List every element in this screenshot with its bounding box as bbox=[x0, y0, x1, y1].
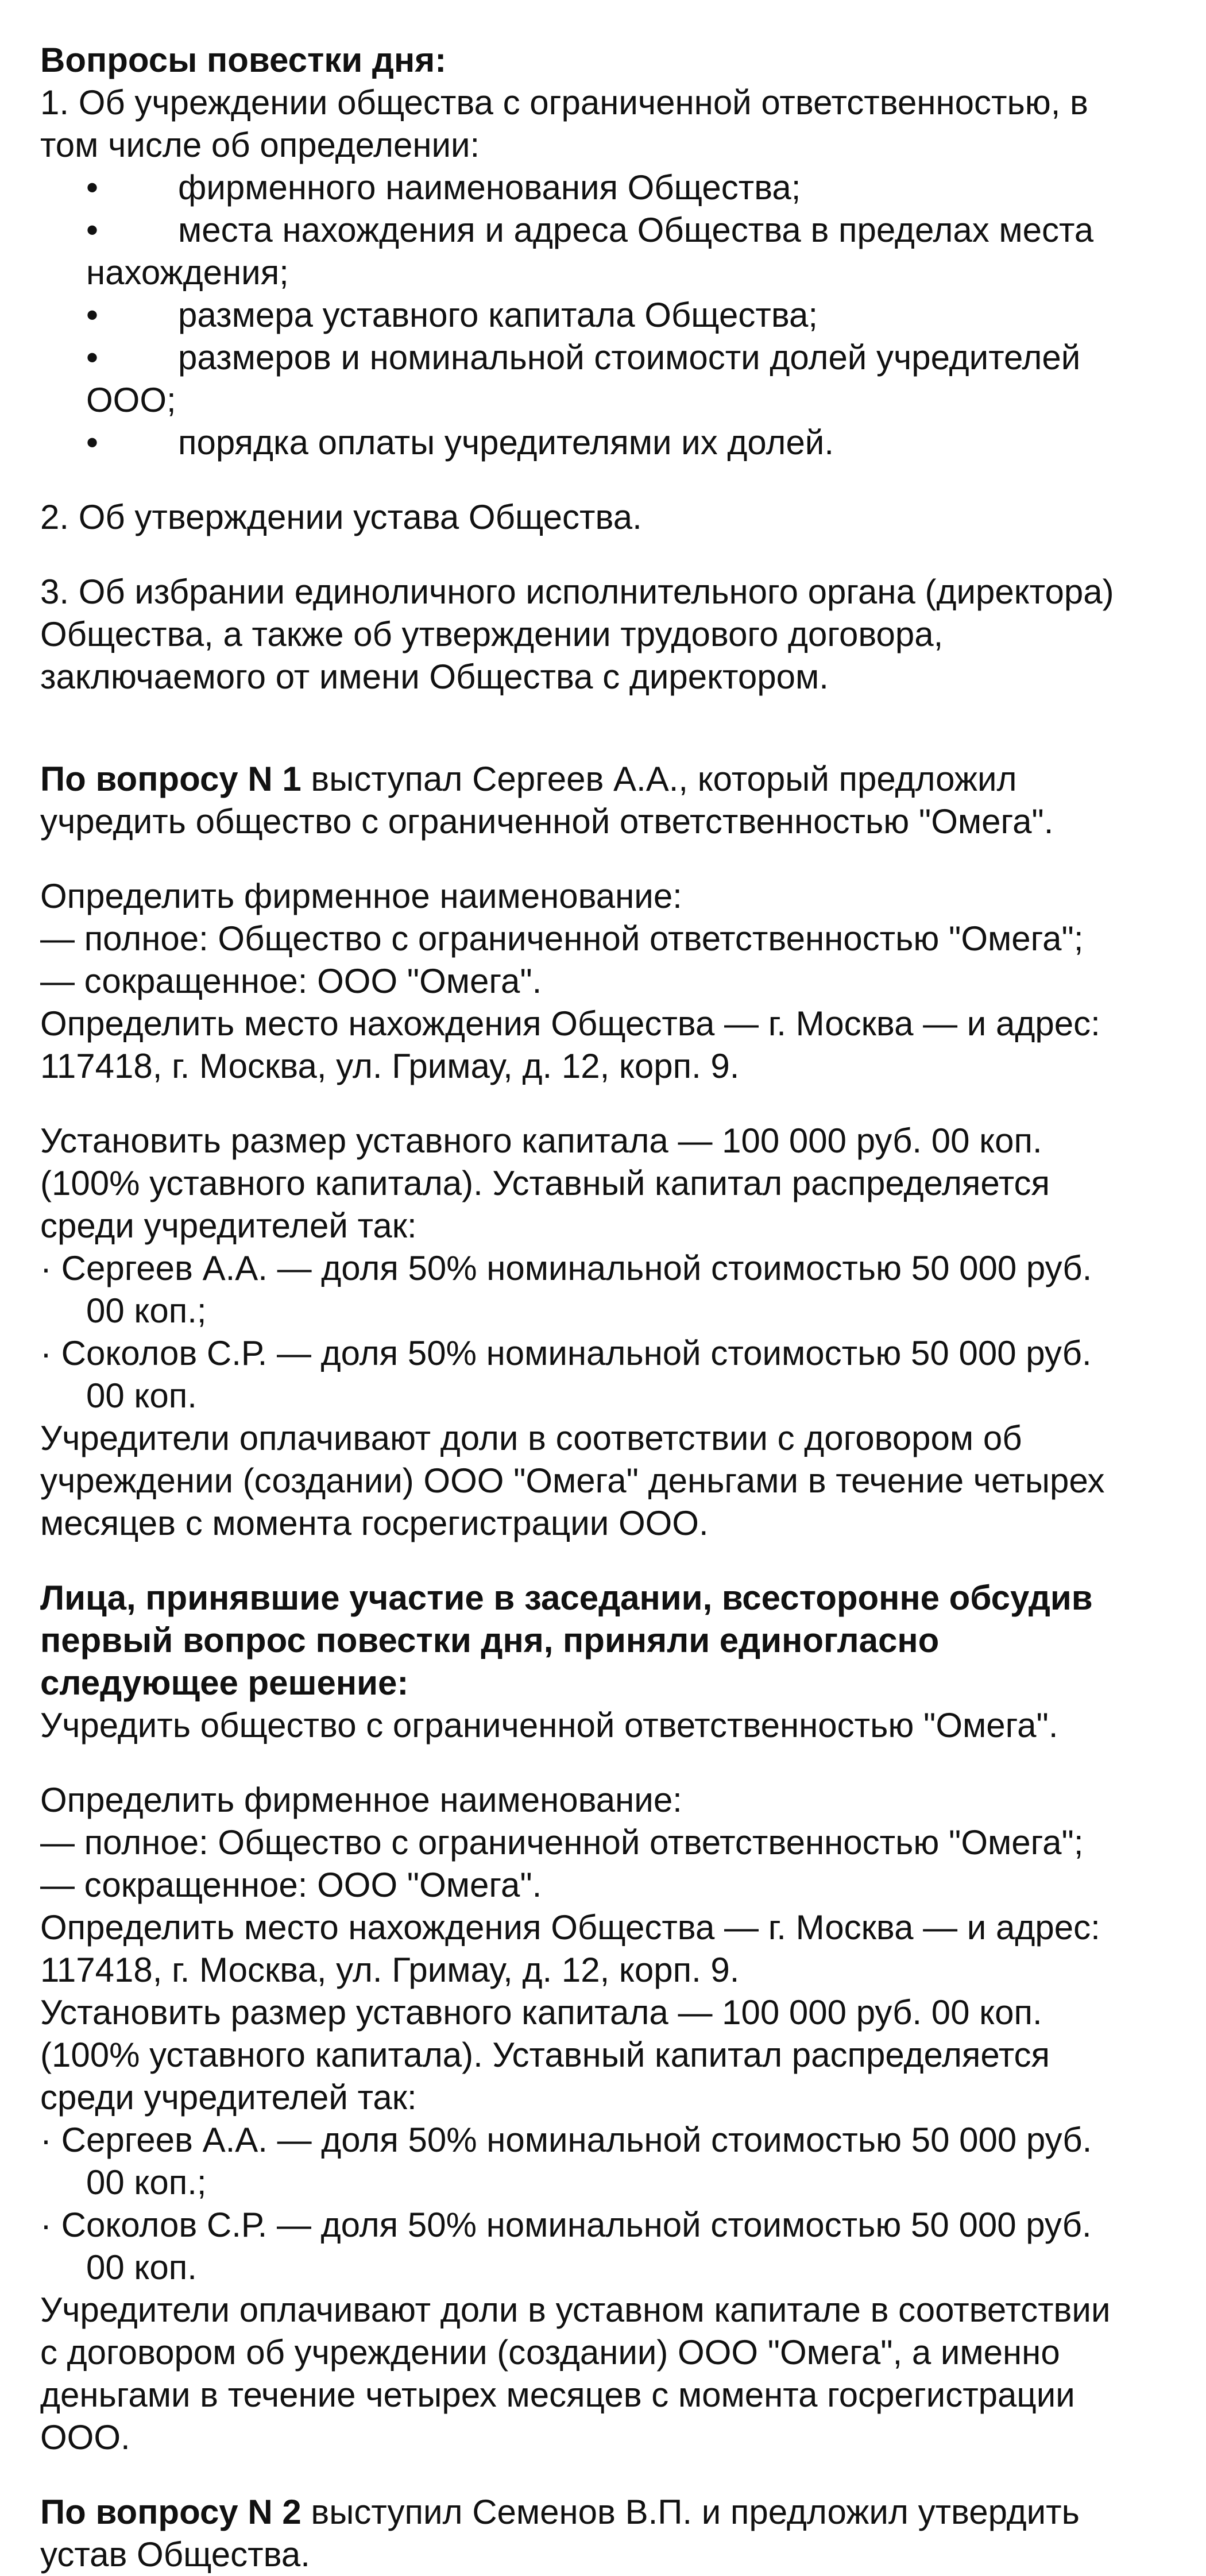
agenda-heading: Вопросы повестки дня: bbox=[40, 41, 447, 79]
bullet-icon: • bbox=[86, 338, 99, 377]
q1-intro-line-2: учредить общество с ограниченной ответственностью "Омега". bbox=[40, 802, 1054, 841]
q2-intro-line-1 bbox=[40, 2491, 1172, 2534]
q1-name-heading: Определить фирменное наименование: bbox=[40, 877, 682, 915]
q1-intro-line-1 bbox=[40, 758, 1172, 800]
bullet-text: порядка оплаты учредителями их долей. bbox=[178, 423, 834, 462]
bullet-text: места нахождения и адреса Общества в пределах места bbox=[178, 211, 1094, 249]
decision-location-line-1: Определить место нахождения Общества — г. Москва — и адрес: bbox=[40, 1908, 1100, 1947]
bullet-icon: • bbox=[86, 423, 99, 462]
decision-founder-2-line-2: 00 коп. bbox=[86, 2248, 197, 2287]
q2-intro-text: выступил Семенов В.П. и предложил утвердить bbox=[301, 2493, 1080, 2531]
q1-capital-line-3: среди учредителей так: bbox=[40, 1206, 417, 1245]
q1-payment-line-1: Учредители оплачивают доли в соответствии с договором об bbox=[40, 1419, 1022, 1457]
agenda-item-1-line-2: том числе об определении: bbox=[40, 126, 480, 164]
q1-founder-2-line-2: 00 коп. bbox=[86, 1376, 197, 1415]
decision-heading-line-2: первый вопрос повестки дня, приняли единогласно bbox=[40, 1621, 940, 1660]
q1-location-line-1: Определить место нахождения Общества — г. Москва — и адрес: bbox=[40, 1004, 1100, 1043]
q1-founder-2-line-1: · Соколов С.Р. — доля 50% номинальной стоимостью 50 000 руб. bbox=[40, 1334, 1092, 1372]
q1-payment-line-3: месяцев с момента госрегистрации ООО. bbox=[40, 1504, 709, 1542]
agenda-bullet bbox=[40, 167, 1172, 209]
agenda-item-3-line-3: заключаемого от имени Общества с директором. bbox=[40, 657, 829, 696]
q1-founder-1-line-1: · Сергеев А.А. — доля 50% номинальной стоимостью 50 000 руб. bbox=[40, 1249, 1092, 1287]
q1-payment-line-2: учреждении (создании) ООО "Омега" деньгами в течение четырех bbox=[40, 1461, 1105, 1500]
q1-short-name: — сокращенное: ООО "Омега". bbox=[40, 962, 542, 1000]
agenda-bullet bbox=[40, 294, 1172, 336]
decision-heading-line-1: Лица, принявшие участие в заседании, всесторонне обсудив bbox=[40, 1579, 1093, 1617]
decision-founder-1-line-1: · Сергеев А.А. — доля 50% номинальной стоимостью 50 000 руб. bbox=[40, 2121, 1092, 2159]
decision-capital-line-3: среди учредителей так: bbox=[40, 2078, 417, 2117]
q1-intro-text: выступал Сергеев А.А., который предложил bbox=[301, 760, 1017, 798]
bullet-text-continued: нахождения; bbox=[86, 253, 289, 292]
agenda-item-1-line-1: 1. Об учреждении общества с ограниченной ответственностью, в bbox=[40, 83, 1088, 122]
q1-founder-1-line-2: 00 коп.; bbox=[86, 1291, 207, 1330]
bullet-icon: • bbox=[86, 211, 99, 249]
agenda-item-3-line-2: Общества, а также об утверждении трудового договора, bbox=[40, 615, 944, 653]
decision-name-heading: Определить фирменное наименование: bbox=[40, 1781, 682, 1819]
decision-capital-line-1: Установить размер уставного капитала — 100 000 руб. 00 коп. bbox=[40, 1993, 1042, 2032]
q1-label: По вопросу N 1 bbox=[40, 760, 302, 798]
agenda-item-2: 2. Об утверждении устава Общества. bbox=[40, 498, 642, 536]
decision-capital-line-2: (100% уставного капитала). Уставный капитал распределяется bbox=[40, 2036, 1050, 2074]
q1-location-line-2: 117418, г. Москва, ул. Гримау, д. 12, корп. 9. bbox=[40, 1047, 740, 1085]
decision-payment-line-3: деньгами в течение четырех месяцев с момента госрегистрации bbox=[40, 2376, 1075, 2414]
agenda-bullet bbox=[40, 421, 1172, 464]
q2-label: По вопросу N 2 bbox=[40, 2493, 302, 2531]
agenda-bullet bbox=[40, 336, 1172, 421]
decision-heading-line-3: следующее решение: bbox=[40, 1664, 409, 1702]
bullet-text-continued: ООО; bbox=[86, 381, 176, 419]
q2-intro-line-2: устав Общества. bbox=[40, 2535, 310, 2574]
bullet-text: размеров и номинальной стоимости долей учредителей bbox=[178, 338, 1081, 377]
q1-full-name: — полное: Общество с ограниченной ответственностью "Омега"; bbox=[40, 919, 1084, 958]
decision-full-name: — полное: Общество с ограниченной ответственностью "Омега"; bbox=[40, 1823, 1084, 1862]
q1-capital-line-2: (100% уставного капитала). Уставный капитал распределяется bbox=[40, 1164, 1050, 1202]
decision-payment-line-2: с договором об учреждении (создании) ООО "Омега", а именно bbox=[40, 2333, 1060, 2372]
decision-location-line-2: 117418, г. Москва, ул. Гримау, д. 12, корп. 9. bbox=[40, 1951, 740, 1989]
decision-short-name: — сокращенное: ООО "Омега". bbox=[40, 1866, 542, 1904]
bullet-icon: • bbox=[86, 168, 99, 207]
decision-payment-line-4: ООО. bbox=[40, 2418, 130, 2457]
agenda-item-3-line-1: 3. Об избрании единоличного исполнительного органа (директора) bbox=[40, 573, 1114, 611]
bullet-text: размера уставного капитала Общества; bbox=[178, 296, 818, 334]
decision-line-1: Учредить общество с ограниченной ответственностью "Омега". bbox=[40, 1706, 1058, 1745]
agenda-bullet bbox=[40, 209, 1172, 294]
q1-capital-line-1: Установить размер уставного капитала — 100 000 руб. 00 коп. bbox=[40, 1121, 1042, 1160]
decision-payment-line-1: Учредители оплачивают доли в уставном капитале в соответствии bbox=[40, 2291, 1111, 2329]
decision-founder-2-line-1: · Соколов С.Р. — доля 50% номинальной стоимостью 50 000 руб. bbox=[40, 2206, 1092, 2244]
bullet-icon: • bbox=[86, 296, 99, 334]
agenda-bullet-list bbox=[40, 167, 1172, 464]
decision-founder-1-line-2: 00 коп.; bbox=[86, 2163, 207, 2202]
bullet-text: фирменного наименования Общества; bbox=[178, 168, 801, 207]
